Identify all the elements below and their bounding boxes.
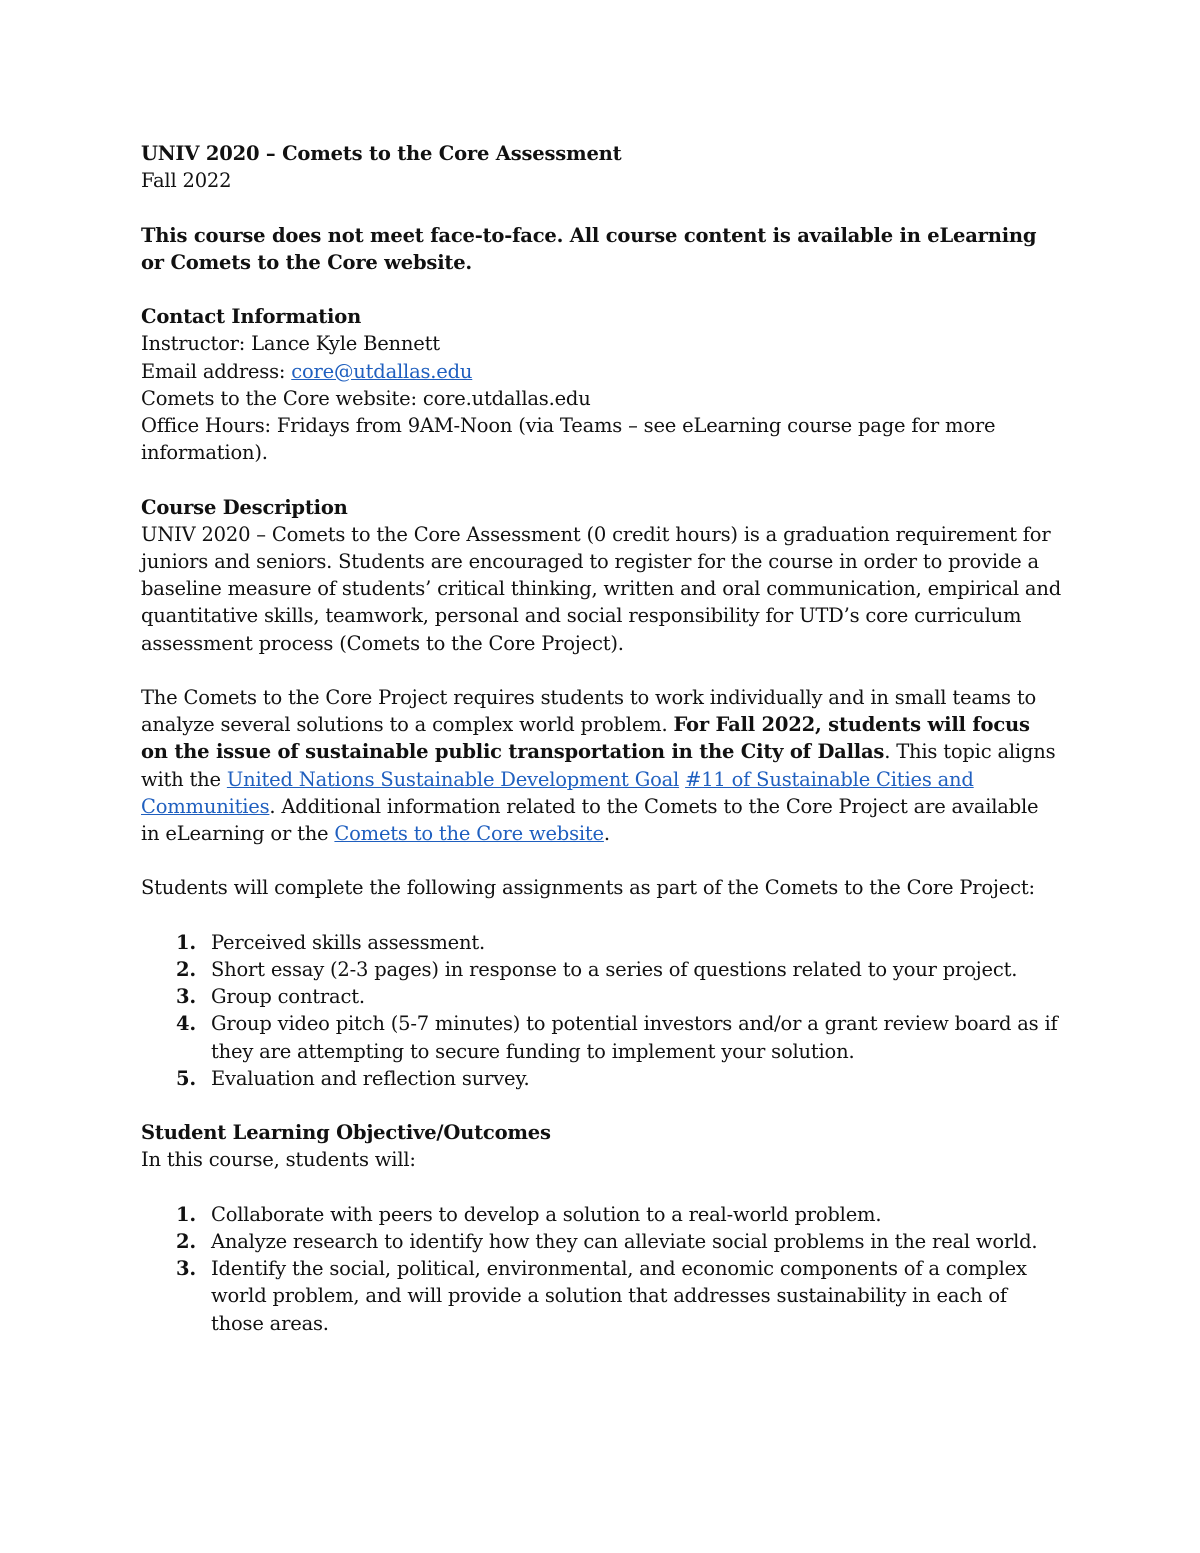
goal-11-link[interactable]: #11 of Sustainable Cities and Communities bbox=[141, 767, 974, 818]
spacer bbox=[141, 847, 1061, 874]
website-line: Comets to the Core website: core.utdallas.edu bbox=[141, 386, 591, 410]
description-paragraph: UNIV 2020 – Comets to the Core Assessment (0 credit hours) is a graduation requirement for juniors and seniors. Students are encouraged to register for the course in order to provide a baseline measure of students’ critical thinking, written and oral communication, empirical and quantitative skills, teamwork, personal and social responsibility for UTD’s core curriculum assessment process (Comets to the Core Project). bbox=[141, 522, 1061, 655]
list-item bbox=[141, 1065, 1061, 1092]
spacer bbox=[141, 1174, 1061, 1201]
list-number: 4. bbox=[176, 1012, 196, 1036]
spacer bbox=[141, 194, 1061, 221]
email-line bbox=[141, 358, 1061, 385]
objectives-list bbox=[141, 1201, 1061, 1337]
list-number: 1. bbox=[176, 930, 196, 954]
list-number: 3. bbox=[176, 985, 196, 1009]
office-hours-line: Office Hours: Fridays from 9AM-Noon (via Teams – see eLearning course page for more information). bbox=[141, 414, 996, 465]
project-paragraph bbox=[141, 684, 1061, 847]
term: Fall 2022 bbox=[141, 169, 232, 193]
instructor-line: Instructor: Lance Kyle Bennett bbox=[141, 332, 440, 356]
list-text: Identify the social, political, environmental, and economic components of a complex world problem, and will provide a solution that addresses sustainability in each of those areas. bbox=[211, 1257, 1027, 1335]
core-website-link[interactable]: Comets to the Core website bbox=[334, 822, 604, 846]
list-item bbox=[141, 1010, 1061, 1064]
list-text: Analyze research to identify how they can alleviate social problems in the real world. bbox=[211, 1230, 1038, 1253]
list-item bbox=[141, 1228, 1061, 1255]
list-text: Group contract. bbox=[211, 985, 365, 1009]
list-number: 1. bbox=[176, 1202, 196, 1226]
list-number: 5. bbox=[176, 1066, 196, 1090]
description-heading: Course Description bbox=[141, 495, 348, 519]
list-number: 3. bbox=[176, 1257, 196, 1281]
project-focus-text: For Fall 2022, students will focus on the issue of sustainable public transportation in the City of Dallas bbox=[141, 713, 1030, 764]
spacer bbox=[141, 466, 1061, 493]
list-item bbox=[141, 1201, 1061, 1228]
list-item bbox=[141, 929, 1061, 956]
delivery-notice: This course does not meet face-to-face. All course content is available in eLearning or Comets to the Core website. bbox=[141, 223, 1037, 274]
list-item bbox=[141, 1255, 1061, 1337]
list-text: Perceived skills assessment. bbox=[211, 930, 485, 954]
email-label: Email address: bbox=[141, 359, 292, 383]
project-text: The Comets to the Core Project requires students to work individually and in small teams to analyze several solutions to a complex world problem. bbox=[141, 686, 1037, 737]
list-text: Group video pitch (5-7 minutes) to potential investors and/or a grant review board as if they are attempting to secure funding to implement your solution. bbox=[211, 1012, 1058, 1063]
list-item bbox=[141, 983, 1061, 1010]
email-link[interactable]: core@utdallas.edu bbox=[291, 359, 473, 383]
objectives-intro: In this course, students will: bbox=[141, 1148, 416, 1172]
list-number: 2. bbox=[176, 958, 196, 981]
spacer bbox=[141, 276, 1061, 303]
document-body bbox=[141, 140, 1061, 1337]
assignments-intro: Students will complete the following assignments as part of the Comets to the Core Project: bbox=[141, 876, 1035, 900]
spacer bbox=[141, 657, 1061, 684]
un-goal-link[interactable]: United Nations Sustainable Development Goal bbox=[226, 767, 680, 791]
objectives-heading: Student Learning Objective/Outcomes bbox=[141, 1121, 551, 1145]
project-text: . Additional information related to the Comets to the Core Project are available in eLearning or the bbox=[141, 794, 1039, 846]
list-text: Evaluation and reflection survey. bbox=[211, 1066, 530, 1090]
spacer bbox=[141, 902, 1061, 929]
list-item bbox=[141, 956, 1061, 983]
project-text: . bbox=[603, 822, 610, 846]
project-text: . This topic aligns with the bbox=[141, 740, 1056, 791]
page-title: UNIV 2020 – Comets to the Core Assessment bbox=[141, 142, 622, 165]
list-text: Short essay (2-3 pages) in response to a series of questions related to your project. bbox=[211, 958, 1018, 981]
spacer bbox=[141, 1092, 1061, 1119]
contact-heading: Contact Information bbox=[141, 305, 362, 329]
assignments-list bbox=[141, 929, 1061, 1092]
list-number: 2. bbox=[176, 1230, 196, 1253]
list-text: Collaborate with peers to develop a solution to a real-world problem. bbox=[211, 1202, 882, 1226]
